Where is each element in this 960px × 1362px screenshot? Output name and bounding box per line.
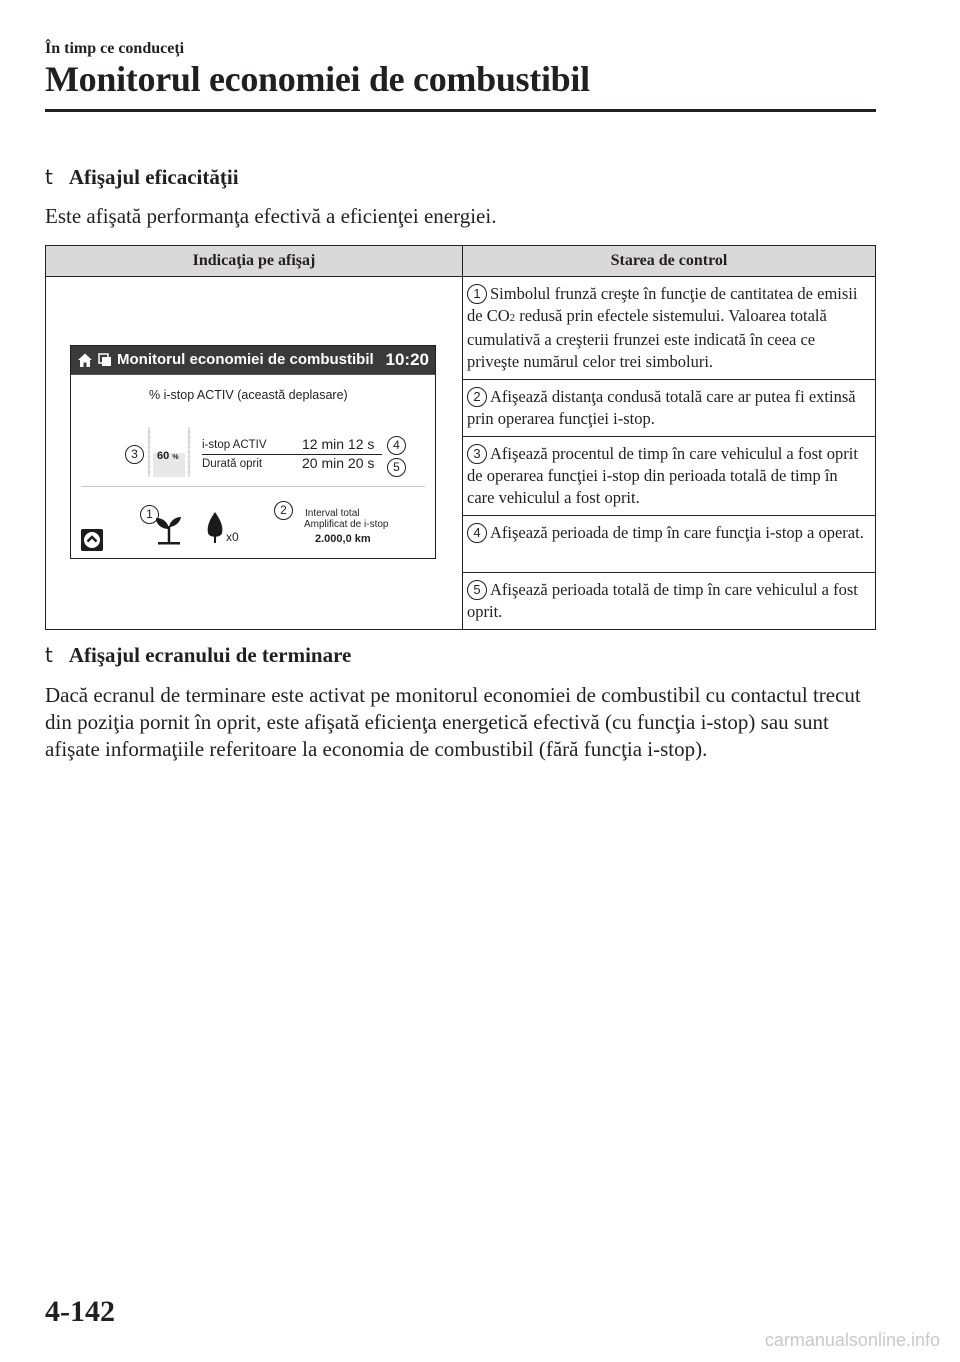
page-title: Monitorul economiei de combustibil (45, 59, 590, 99)
heading-bullet-icon: t (45, 643, 53, 667)
desc-text: Afişează perioada de timp în care funcţia i-stop a operat. (490, 523, 864, 542)
desc-text: Afişează distanţa condusă totală care ar putea fi extinsă prin operarea funcţiei i-stop. (467, 387, 856, 428)
fuel-monitor-screen (70, 345, 436, 559)
callout-4: 4 (387, 436, 406, 455)
desc-text: Afişează procentul de timp în care vehiculul a fost oprit de operarea funcţiei i-stop din perioada totală de timp în care vehiculul a fost oprit. (467, 444, 858, 507)
desc-text-cont: redusă prin efectele sistemului. Valoarea totală cumulativă a creşterii frunzei este indicată în ceea ce priveşte numărul celor trei simboluri. (467, 306, 827, 371)
title-rule (45, 109, 876, 112)
stopped-label: Durată oprit (202, 458, 263, 470)
stopped-time: 20 min 20 s (302, 455, 375, 471)
screen-header (71, 346, 435, 375)
back-button[interactable] (81, 529, 103, 551)
screen-title: Monitorul economiei de combustibil (117, 351, 374, 368)
callout-2: 2 (274, 501, 293, 520)
callout-5: 5 (387, 458, 406, 477)
end-screen-paragraph: Dacă ecranul de terminare este activat pe monitorul economiei de combustibil cu contactul trecut din poziţia pornit în oprit, este afişată eficienţa energetică efectivă (cu funcţia i-stop) sau sunt afişate informaţiile referitoare la economia de combustibil (fără funcţia i-stop). (45, 683, 861, 761)
table-header-row (46, 246, 876, 277)
callout-3: 3 (125, 445, 144, 464)
control-desc-2 (463, 380, 876, 437)
desc-text: Simbolul frunză creşte în funcţie de cantitatea de emisii de CO (467, 284, 858, 325)
section-label: În timp ce conduceţi (45, 40, 185, 57)
desc-number: 3 (467, 444, 487, 464)
efficiency-heading-text: Afişajul eficacităţii (68, 165, 239, 189)
active-time: 12 min 12 s (302, 436, 375, 452)
distance-value: 2.000,0 km (315, 533, 371, 545)
screen-clock: 10:20 (385, 350, 429, 369)
desc-number: 5 (467, 580, 487, 600)
end-screen-heading (45, 643, 351, 668)
efficiency-intro: Este afişată performanţa efectivă a eficienţei energiei. (45, 204, 497, 228)
control-desc-5 (463, 573, 876, 630)
desc-number: 1 (467, 284, 487, 304)
tree-icon (205, 510, 225, 544)
percent-value (157, 450, 179, 462)
screen-divider (81, 486, 425, 487)
control-table (45, 245, 876, 630)
display-figure-cell (46, 277, 463, 630)
back-icon (81, 529, 103, 551)
desc-number: 4 (467, 523, 487, 543)
heading-bullet-icon: t (45, 165, 53, 189)
desc-number: 2 (467, 387, 487, 407)
sprout-icon (152, 511, 186, 545)
home-icon (77, 352, 93, 368)
percent-number: 60 (157, 450, 170, 462)
callout-1: 1 (140, 505, 159, 524)
desc-text: Afişează perioada totală de timp în care vehiculul a fost oprit. (467, 580, 858, 621)
app-icon (98, 353, 112, 367)
page-number: 4-142 (45, 1295, 115, 1328)
control-desc-3 (463, 437, 876, 516)
col-display-header: Indicaţia pe afişaj (46, 246, 463, 277)
control-desc-4 (463, 516, 876, 573)
percent-unit: % (172, 454, 179, 461)
interval-line1: Interval total (305, 508, 360, 519)
watermark: carmanualsonline.info (764, 1330, 940, 1350)
interval-line2: Amplificat de i-stop (304, 519, 389, 530)
tree-count: x0 (226, 530, 239, 544)
col-control-header: Starea de control (463, 246, 876, 277)
end-screen-heading-text: Afişajul ecranului de terminare (68, 643, 352, 667)
desc-subscript: 2 (509, 312, 516, 324)
table-row (46, 277, 876, 380)
trip-label: % i-stop ACTIV (această deplasare) (149, 388, 348, 402)
active-label: i-stop ACTIV (202, 439, 267, 451)
efficiency-heading (45, 165, 239, 190)
control-desc-1 (463, 277, 876, 380)
